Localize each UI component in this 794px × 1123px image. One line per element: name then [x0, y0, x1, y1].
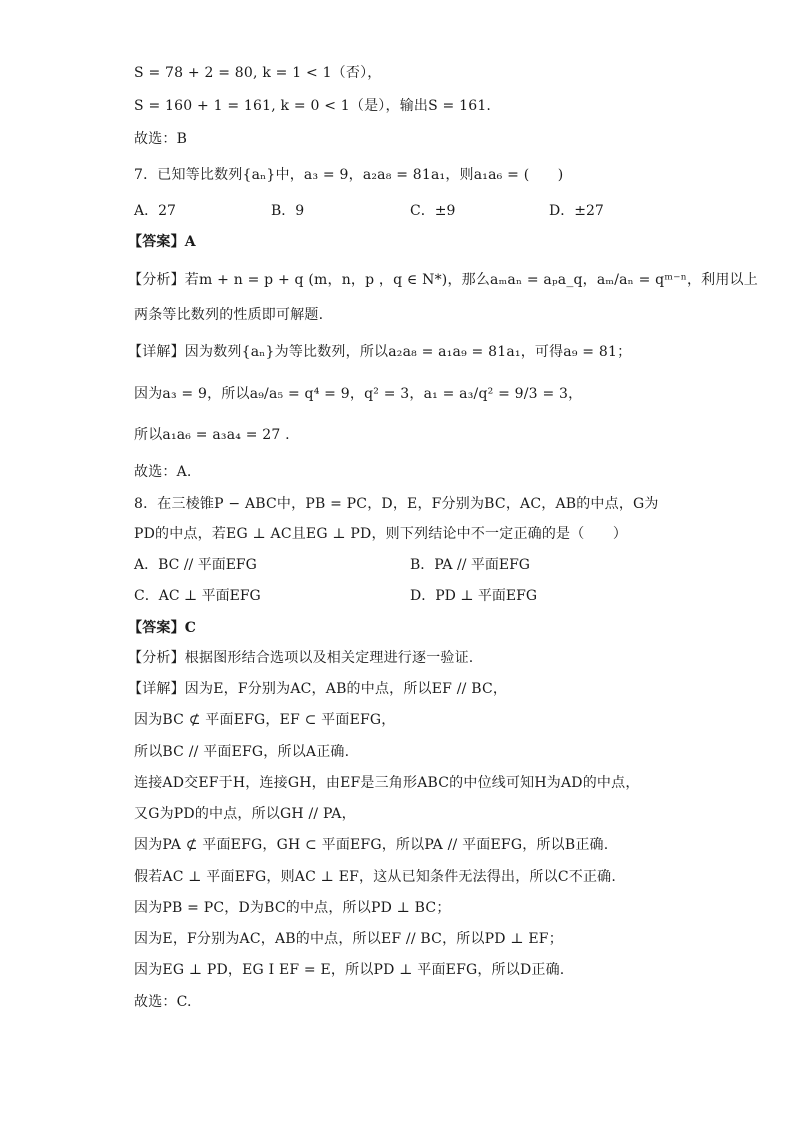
detail-8-line2: 因为BC ⊄ 平面EFG，EF ⊂ 平面EFG，	[134, 712, 396, 728]
analysis-7: 【分析】若m + n = p + q (m，n，p ，q ∈ N*)，那么aₘaₙ = aₚa_q，aₘ/aₙ = qᵐ⁻ⁿ，利用以上	[128, 272, 758, 288]
detail-8-line10: 因为EG ⊥ PD，EG I EF = E，所以PD ⊥ 平面EFG，所以D正确.	[134, 962, 565, 978]
detail-7-line3: 所以a₁a₆ = a₃a₄ = 27 .	[134, 427, 290, 443]
q8-option-c: C．AC ⊥ 平面EFG	[134, 588, 261, 604]
analysis-7-cont: 两条等比数列的性质即可解题.	[134, 307, 324, 323]
answer-8: 【答案】C	[128, 620, 197, 636]
detail-8-line9: 因为E，F分别为AC，AB的中点，所以EF // BC，所以PD ⊥ EF；	[134, 931, 563, 947]
detail-8-line3: 所以BC // 平面EFG，所以A正确.	[134, 744, 350, 760]
detail-7-line2: 因为a₃ = 9，所以a₉/a₅ = q⁴ = 9，q² = 3，a₁ = a₃/q² = 9/3 = 3，	[134, 386, 583, 402]
question-8-stem: 8．在三棱锥P − ABC中，PB = PC，D，E，F分别为BC，AC，AB的中点，G为	[134, 496, 659, 512]
text-line: 故选：B	[134, 131, 188, 147]
question-8-stem-cont: PD的中点，若EG ⊥ AC且EG ⊥ PD，则下列结论中不一定正确的是（ ）	[134, 526, 628, 542]
detail-7: 【详解】因为数列{aₙ}为等比数列，所以a₂a₈ = a₁a₉ = 81a₁，可得a₉ = 81；	[128, 344, 632, 360]
q7-option-b: B．9	[271, 203, 305, 219]
question-7-stem: 7．已知等比数列{aₙ}中，a₃ = 9，a₂a₈ = 81a₁，则a₁a₆ = ( )	[134, 167, 564, 183]
choice-8: 故选：C.	[134, 994, 192, 1010]
detail-8-line8: 因为PB = PC，D为BC的中点，所以PD ⊥ BC；	[134, 900, 451, 916]
q8-option-a: A．BC // 平面EFG	[134, 557, 257, 573]
analysis-8: 【分析】根据图形结合选项以及相关定理进行逐一验证.	[128, 650, 474, 666]
detail-8-line4: 连接AD交EF于H，连接GH，由EF是三角形ABC的中位线可知H为AD的中点，	[134, 775, 640, 791]
q7-option-d: D．±27	[549, 203, 604, 219]
text-line: S = 78 + 2 = 80, k = 1 < 1（否），	[134, 65, 382, 81]
answer-7: 【答案】A	[128, 234, 196, 250]
text-line: S = 160 + 1 = 161, k = 0 < 1（是），输出S = 161.	[134, 98, 492, 114]
q7-option-c: C．±9	[410, 203, 456, 219]
detail-8-line7: 假若AC ⊥ 平面EFG，则AC ⊥ EF，这从已知条件无法得出，所以C不正确.	[134, 869, 616, 885]
choice-7: 故选：A.	[134, 464, 192, 480]
detail-8: 【详解】因为E，F分别为AC，AB的中点，所以EF // BC，	[128, 681, 508, 697]
q8-option-d: D．PD ⊥ 平面EFG	[410, 588, 538, 604]
detail-8-line5: 又G为PD的中点，所以GH // PA，	[134, 806, 356, 822]
q7-option-a: A．27	[134, 203, 176, 219]
q8-option-b: B．PA // 平面EFG	[410, 557, 530, 573]
detail-8-line6: 因为PA ⊄ 平面EFG，GH ⊂ 平面EFG，所以PA // 平面EFG，所以B正确.	[134, 837, 609, 853]
